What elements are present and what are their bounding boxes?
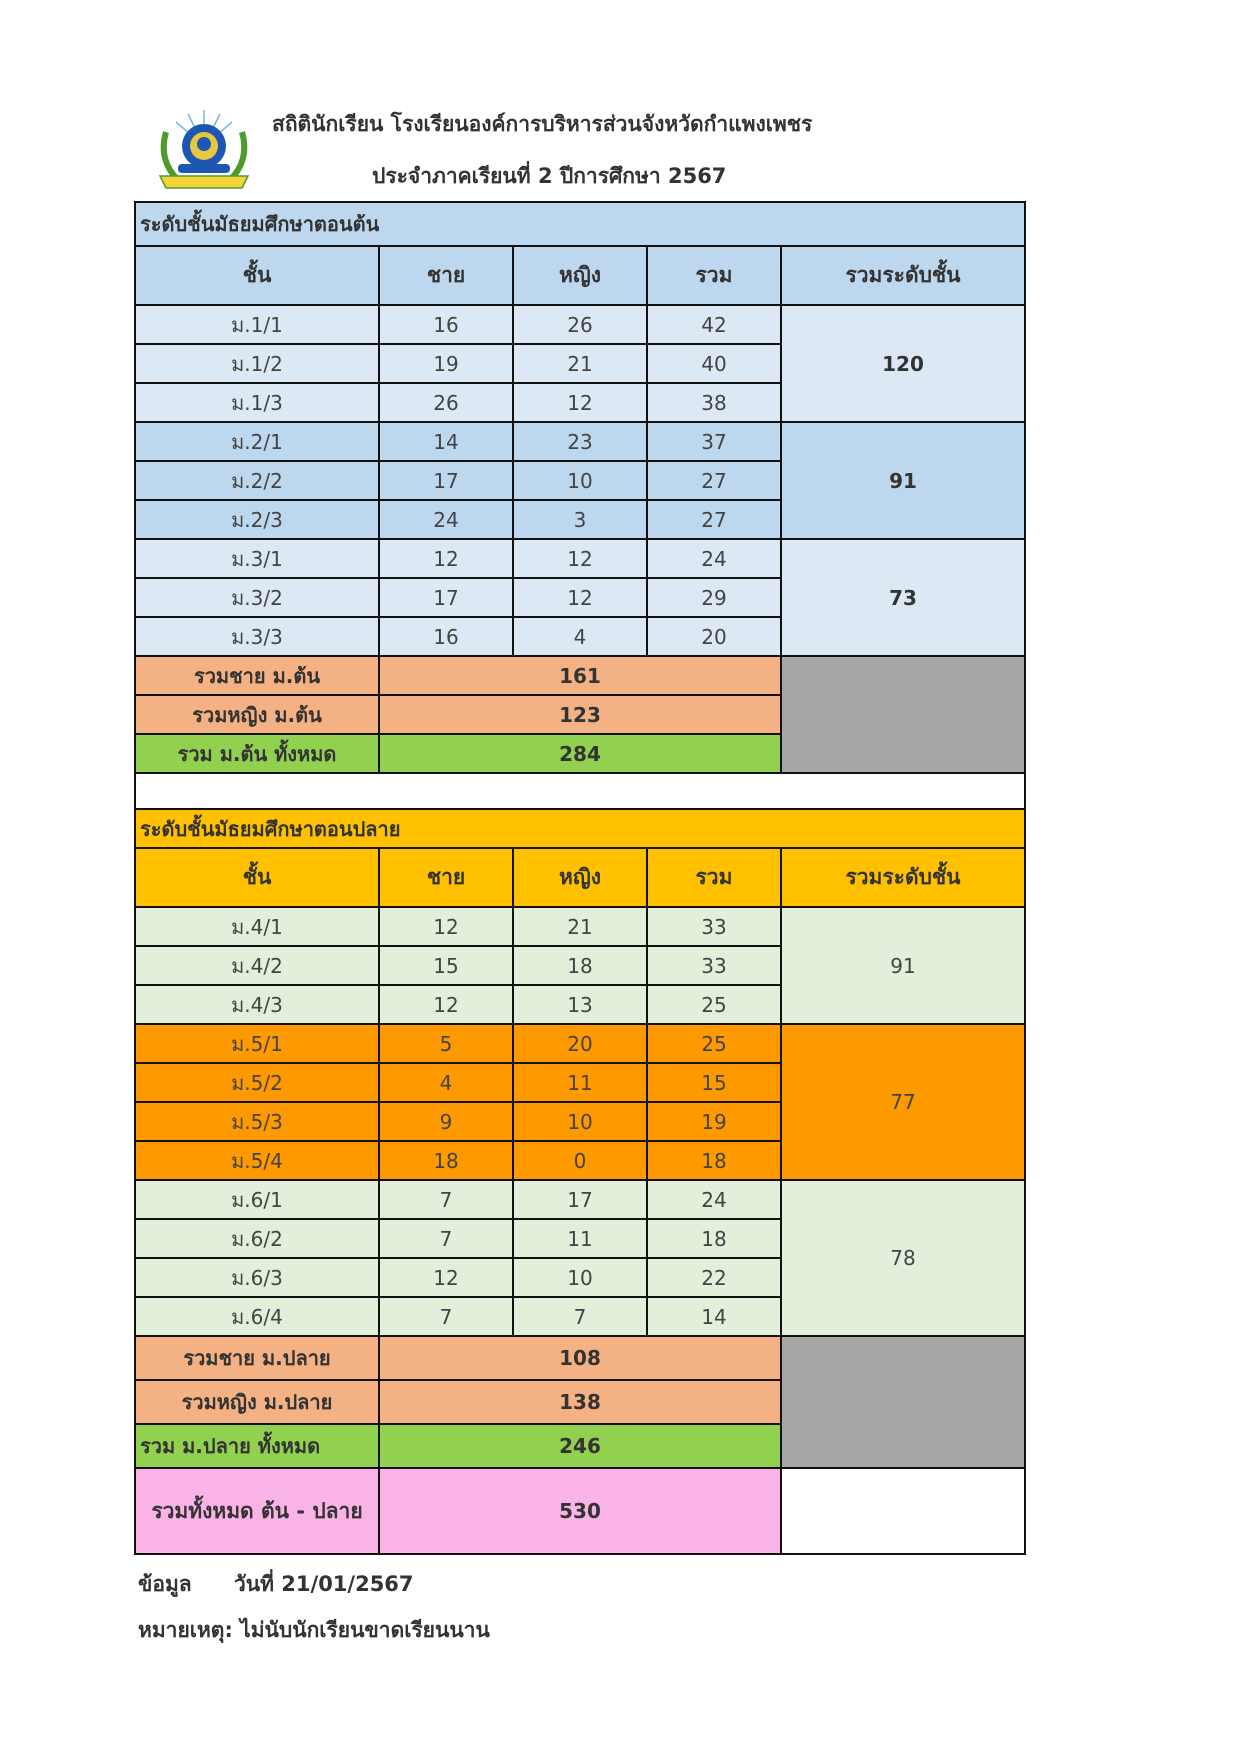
class-cell: ม.6/4 (135, 1297, 379, 1336)
level-total-m3: 73 (781, 539, 1025, 656)
class-cell: ม.2/2 (135, 461, 379, 500)
male-cell: 17 (379, 461, 513, 500)
total-cell: 24 (647, 1180, 781, 1219)
male-cell: 9 (379, 1102, 513, 1141)
total-cell: 18 (647, 1219, 781, 1258)
male-cell: 19 (379, 344, 513, 383)
class-cell: ม.5/3 (135, 1102, 379, 1141)
class-cell: ม.1/1 (135, 305, 379, 344)
female-cell: 7 (513, 1297, 647, 1336)
total-cell: 33 (647, 946, 781, 985)
class-cell: ม.5/4 (135, 1141, 379, 1180)
col-header-level-total: รวมระดับชั้น (781, 246, 1025, 305)
upper-all-label: รวม ม.ปลาย ทั้งหมด (135, 1424, 379, 1468)
col-header-male: ชาย (379, 246, 513, 305)
col-header-total: รวม (647, 246, 781, 305)
class-cell: ม.6/3 (135, 1258, 379, 1297)
female-cell: 10 (513, 1102, 647, 1141)
data-date-line (138, 1568, 414, 1601)
male-cell: 26 (379, 383, 513, 422)
total-cell: 18 (647, 1141, 781, 1180)
total-cell: 20 (647, 617, 781, 656)
female-cell: 0 (513, 1141, 647, 1180)
class-cell: ม.6/2 (135, 1219, 379, 1258)
total-cell: 27 (647, 461, 781, 500)
col-header-female: หญิง (513, 848, 647, 907)
class-cell: ม.3/3 (135, 617, 379, 656)
female-cell: 18 (513, 946, 647, 985)
male-total-label: รวมชาย ม.ต้น (135, 656, 379, 695)
female-total-value: 138 (379, 1380, 781, 1424)
male-cell: 7 (379, 1219, 513, 1258)
female-cell: 26 (513, 305, 647, 344)
female-cell: 4 (513, 617, 647, 656)
total-cell: 14 (647, 1297, 781, 1336)
table-row (135, 422, 1025, 461)
upper-secondary-table (134, 808, 1026, 1555)
male-cell: 4 (379, 1063, 513, 1102)
total-cell: 25 (647, 1024, 781, 1063)
class-cell: ม.2/1 (135, 422, 379, 461)
document-title: สถิตินักเรียน โรงเรียนองค์การบริหารส่วนจังหวัดกำแพงเพชร (272, 112, 813, 136)
grand-total-label: รวมทั้งหมด ต้น - ปลาย (135, 1468, 379, 1554)
female-cell: 11 (513, 1063, 647, 1102)
document-subtitle: ประจำภาคเรียนที่ 2 ปีการศึกษา 2567 (372, 164, 727, 188)
col-header-level-total: รวมระดับชั้น (781, 848, 1025, 907)
female-cell: 21 (513, 907, 647, 946)
male-cell: 12 (379, 539, 513, 578)
col-header-class: ชั้น (135, 848, 379, 907)
lower-secondary-table (134, 201, 1026, 813)
class-cell: ม.3/1 (135, 539, 379, 578)
class-cell: ม.2/3 (135, 500, 379, 539)
spacer-row (135, 773, 1025, 812)
lower-all-value: 284 (379, 734, 781, 773)
male-cell: 14 (379, 422, 513, 461)
total-cell: 22 (647, 1258, 781, 1297)
male-cell: 7 (379, 1297, 513, 1336)
female-cell: 11 (513, 1219, 647, 1258)
male-total-value: 161 (379, 656, 781, 695)
class-cell: ม.5/2 (135, 1063, 379, 1102)
footnote: หมายเหตุ: ไม่นับนักเรียนขาดเรียนนาน (138, 1618, 490, 1642)
female-total-label: รวมหญิง ม.ปลาย (135, 1380, 379, 1424)
table-row (135, 539, 1025, 578)
level-total-m4: 91 (781, 907, 1025, 1024)
col-header-total: รวม (647, 848, 781, 907)
total-cell: 40 (647, 344, 781, 383)
total-cell: 15 (647, 1063, 781, 1102)
level-total-m5: 77 (781, 1024, 1025, 1180)
class-cell: ม.1/2 (135, 344, 379, 383)
col-header-male: ชาย (379, 848, 513, 907)
class-cell: ม.1/3 (135, 383, 379, 422)
total-cell: 24 (647, 539, 781, 578)
female-cell: 3 (513, 500, 647, 539)
total-cell: 42 (647, 305, 781, 344)
section-title-lower: ระดับชั้นมัธยมศึกษาตอนต้น (135, 202, 1025, 246)
male-cell: 24 (379, 500, 513, 539)
female-cell: 12 (513, 383, 647, 422)
female-cell: 10 (513, 461, 647, 500)
male-cell: 7 (379, 1180, 513, 1219)
male-cell: 17 (379, 578, 513, 617)
table-row (135, 907, 1025, 946)
female-cell: 12 (513, 578, 647, 617)
male-cell: 12 (379, 985, 513, 1024)
male-total-label: รวมชาย ม.ปลาย (135, 1336, 379, 1380)
male-cell: 5 (379, 1024, 513, 1063)
blank-white-cell (781, 1468, 1025, 1554)
class-cell: ม.4/2 (135, 946, 379, 985)
class-cell: ม.4/1 (135, 907, 379, 946)
class-cell: ม.4/3 (135, 985, 379, 1024)
male-cell: 16 (379, 617, 513, 656)
table-row (135, 305, 1025, 344)
female-cell: 13 (513, 985, 647, 1024)
lower-all-label: รวม ม.ต้น ทั้งหมด (135, 734, 379, 773)
col-header-female: หญิง (513, 246, 647, 305)
male-cell: 16 (379, 305, 513, 344)
level-total-m1: 120 (781, 305, 1025, 422)
total-cell: 37 (647, 422, 781, 461)
total-cell: 25 (647, 985, 781, 1024)
grand-total-value: 530 (379, 1468, 781, 1554)
total-cell: 27 (647, 500, 781, 539)
female-cell: 21 (513, 344, 647, 383)
blank-grey-cell (781, 656, 1025, 773)
col-header-class: ชั้น (135, 246, 379, 305)
blank-grey-cell (781, 1336, 1025, 1468)
male-cell: 18 (379, 1141, 513, 1180)
table-row (135, 1180, 1025, 1219)
class-cell: ม.5/1 (135, 1024, 379, 1063)
total-cell: 38 (647, 383, 781, 422)
male-cell: 15 (379, 946, 513, 985)
level-total-m6: 78 (781, 1180, 1025, 1336)
class-cell: ม.6/1 (135, 1180, 379, 1219)
female-cell: 20 (513, 1024, 647, 1063)
female-total-label: รวมหญิง ม.ต้น (135, 695, 379, 734)
female-cell: 12 (513, 539, 647, 578)
male-cell: 12 (379, 907, 513, 946)
data-label: ข้อมูล (138, 1572, 192, 1596)
total-cell: 19 (647, 1102, 781, 1141)
section-title-upper: ระดับชั้นมัธยมศึกษาตอนปลาย (135, 809, 1025, 848)
total-cell: 29 (647, 578, 781, 617)
female-cell: 17 (513, 1180, 647, 1219)
level-total-m2: 91 (781, 422, 1025, 539)
female-total-value: 123 (379, 695, 781, 734)
female-cell: 10 (513, 1258, 647, 1297)
class-cell: ม.3/2 (135, 578, 379, 617)
school-emblem-icon (152, 106, 256, 192)
table-row (135, 1024, 1025, 1063)
male-cell: 12 (379, 1258, 513, 1297)
male-total-value: 108 (379, 1336, 781, 1380)
upper-all-value: 246 (379, 1424, 781, 1468)
female-cell: 23 (513, 422, 647, 461)
data-date: วันที่ 21/01/2567 (234, 1572, 414, 1596)
total-cell: 33 (647, 907, 781, 946)
